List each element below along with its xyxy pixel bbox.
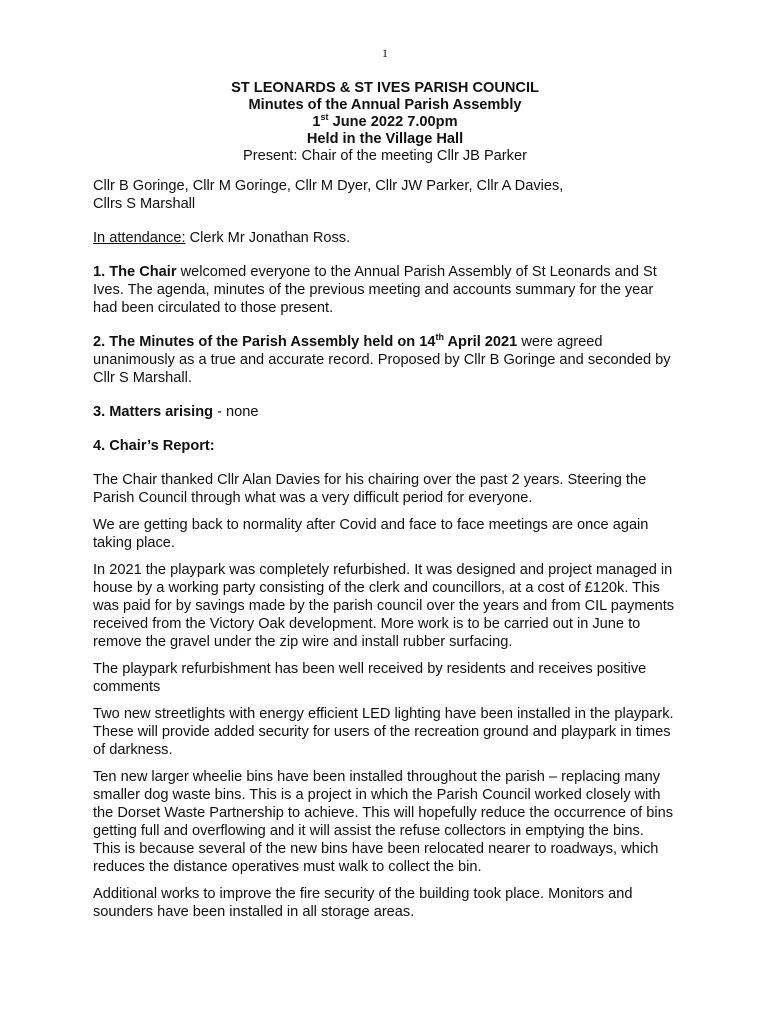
item-1-text: welcomed everyone to the Annual Parish Assembly of St Leonards and St Ives. The agenda, minutes of the previous meeting and accounts summary for the year had been circulated to those present. [93,264,657,316]
report-paragraph: The Chair thanked Cllr Alan Davies for his chairing over the past 2 years. Steering the Parish Council through what was a very difficult period for everyone. [93,472,647,506]
item-4-heading: 4. Chair’s Report: [93,438,215,454]
item-2-text: were agreed unanimously as a true and accurate record. Proposed by Cllr B Goringe and seconded by Cllr S Marshall. [93,334,671,386]
attendance-text: Clerk Mr Jonathan Ross. [185,230,351,246]
report-paragraph: The playpark refurbishment has been well received by residents and receives positive comments [93,661,647,695]
item-3-heading: 3. Matters arising [93,404,214,420]
report-paragraph: Ten new larger wheelie bins have been installed throughout the parish – replacing many smaller dog waste bins. This is a project in which the Parish Council worked closely with the Dorset Waste Partnership to achieve. This will hopefully reduce the occurrence of bins getting full and overflowing and it will assist the refuse collectors in emptying the bins. This is because several of the new bins have been relocated nearer to roadways, which reduces the distance operatives must walk to collect the bin. [93,769,673,875]
attendees-list [93,177,675,213]
report-paragraph: We are getting back to normality after Covid and face to face meetings are once again taking place. [93,517,649,551]
meeting-date [0,114,770,131]
item-1 [93,263,675,317]
report-paragraph: Additional works to improve the fire security of the building took place. Monitors and sounders have been installed in all storage areas. [93,886,633,920]
report-paragraph: Two new streetlights with energy efficient LED lighting have been installed in the playpark. These will provide added security for users of the recreation ground and playpark in times of darkness. [93,706,674,758]
attendees-line-2: Cllrs S Marshall [93,196,196,212]
meeting-date-day: 1 [312,114,321,130]
item-3 [93,403,675,421]
item-1-heading: 1. The Chair [93,264,177,280]
report-paragraph: In 2021 the playpark was completely refurbished. It was designed and project managed in house by a working party consisting of the clerk and councillors, at a cost of £120k. This was paid for by savings made by the parish council over the years and from CIL payments received from the Victory Oak development. More work is to be carried out in June to remove the gravel under the zip wire and install rubber surfacing. [93,562,675,650]
attendance-line [93,229,675,247]
page-number: 1 [382,46,388,60]
document-body [93,177,675,921]
present-line: Present: Chair of the meeting Cllr JB Parker [243,148,527,164]
attendance-label: In attendance: [93,230,186,246]
meeting-date-suffix: st [320,112,329,123]
document-title: Minutes of the Annual Parish Assembly [248,97,522,113]
council-name: ST LEONARDS & ST IVES PARISH COUNCIL [231,80,539,96]
item-2-heading-a: 2. The Minutes of the Parish Assembly held on 14 [93,334,436,350]
item-2-heading-b: April 2021 [444,334,518,350]
meeting-date-rest: June 2022 7.00pm [328,114,458,130]
item-2 [93,333,675,387]
attendees-line-1: Cllr B Goringe, Cllr M Goringe, Cllr M Dyer, Cllr JW Parker, Cllr A Davies, [93,178,564,194]
document-header [0,80,770,165]
item-2-heading [93,334,517,350]
item-3-text: - none [213,404,259,420]
meeting-venue: Held in the Village Hall [306,131,464,147]
item-2-heading-sup: th [435,332,444,343]
